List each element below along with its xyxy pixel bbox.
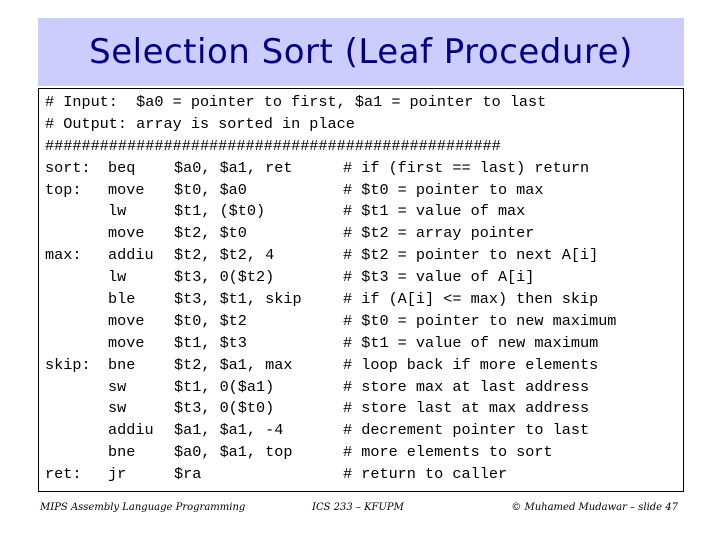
code-operands: $t2, $t2, 4 — [174, 246, 275, 265]
code-label: sort: — [45, 158, 91, 177]
code-label: top: — [45, 180, 82, 199]
code-opcode: lw — [108, 268, 127, 287]
code-label: max: — [45, 246, 82, 265]
code-operands: $t0, $t2 — [174, 311, 247, 330]
code-row — [45, 398, 590, 420]
code-operands: $t2, $a1, max — [174, 355, 293, 374]
code-row — [45, 267, 546, 289]
code-operands: $a0, $a1, top — [174, 443, 293, 462]
code-opcode: addiu — [108, 246, 154, 265]
code-comment: # if (A[i] <= max) then skip — [343, 290, 599, 309]
footer-institution: ICS 233 – KFUPM — [312, 502, 404, 513]
code-opcode: addiu — [108, 421, 154, 440]
code-comment: # $t0 = pointer to new maximum — [343, 311, 617, 330]
code-comment: # decrement pointer to last — [343, 421, 590, 440]
code-comment: # $t2 = array pointer — [343, 224, 535, 243]
code-row — [45, 464, 546, 486]
code-operands: $t1, $t3 — [174, 333, 247, 352]
code-opcode: sw — [108, 399, 127, 418]
code-row — [45, 333, 599, 355]
code-opcode: lw — [108, 202, 127, 221]
code-comment: # $t2 = pointer to next A[i] — [343, 246, 599, 265]
code-opcode: bne — [108, 443, 136, 462]
header-line: ################################################## — [45, 136, 501, 155]
code-comment: # $t0 = pointer to max — [343, 180, 544, 199]
code-listing — [38, 88, 684, 492]
code-opcode: sw — [108, 377, 127, 396]
code-row — [45, 355, 599, 377]
code-operands: $t3, $t1, skip — [174, 290, 302, 309]
code-operands: $a0, $a1, ret — [174, 158, 293, 177]
code-row — [45, 223, 546, 245]
code-label: skip: — [45, 355, 91, 374]
code-block — [45, 92, 617, 486]
code-operands: $t2, $t0 — [174, 224, 247, 243]
header-line: # Output: array is sorted in place — [45, 114, 355, 133]
code-row — [45, 442, 553, 464]
code-label: ret: — [45, 465, 82, 484]
code-operands: $t1, 0($a1) — [174, 377, 275, 396]
header-line: # Input: $a0 = pointer to first, $a1 = pointer to last — [45, 93, 547, 111]
code-opcode: beq — [108, 158, 136, 177]
code-opcode: ble — [108, 290, 136, 309]
code-row — [45, 377, 590, 399]
code-opcode: jr — [108, 465, 127, 484]
code-row — [45, 420, 590, 442]
code-operands: $t1, ($t0) — [174, 202, 266, 221]
slide-title: Selection Sort (Leaf Procedure) — [89, 32, 633, 72]
code-opcode: move — [108, 311, 145, 330]
code-row — [45, 311, 617, 333]
code-row — [45, 289, 599, 311]
code-operands: $a1, $a1, -4 — [174, 421, 284, 440]
code-opcode: move — [108, 224, 145, 243]
code-comment: # store last at max address — [343, 399, 590, 418]
title-banner — [38, 18, 684, 86]
footer-course: MIPS Assembly Language Programming — [40, 502, 246, 513]
code-comment: # if (first == last) return — [343, 158, 590, 177]
code-opcode: move — [108, 180, 145, 199]
code-opcode: move — [108, 333, 145, 352]
code-row — [45, 201, 546, 223]
code-comment: # loop back if more elements — [343, 355, 599, 374]
code-opcode: bne — [108, 355, 136, 374]
code-comment: # $t3 = value of A[i] — [343, 268, 535, 287]
code-row — [45, 180, 546, 202]
code-row — [45, 245, 599, 267]
code-comment: # $t1 = value of new maximum — [343, 333, 599, 352]
footer-copyright: © Muhamed Mudawar – slide 47 — [511, 502, 678, 513]
code-comment: # more elements to sort — [343, 443, 553, 462]
code-operands: $ra — [174, 465, 202, 484]
code-operands: $t0, $a0 — [174, 180, 247, 199]
code-row — [45, 158, 590, 180]
code-comment: # store max at last address — [343, 377, 590, 396]
code-operands: $t3, 0($t2) — [174, 268, 275, 287]
code-comment: # return to caller — [343, 465, 508, 484]
code-comment: # $t1 = value of max — [343, 202, 526, 221]
code-operands: $t3, 0($t0) — [174, 399, 275, 418]
